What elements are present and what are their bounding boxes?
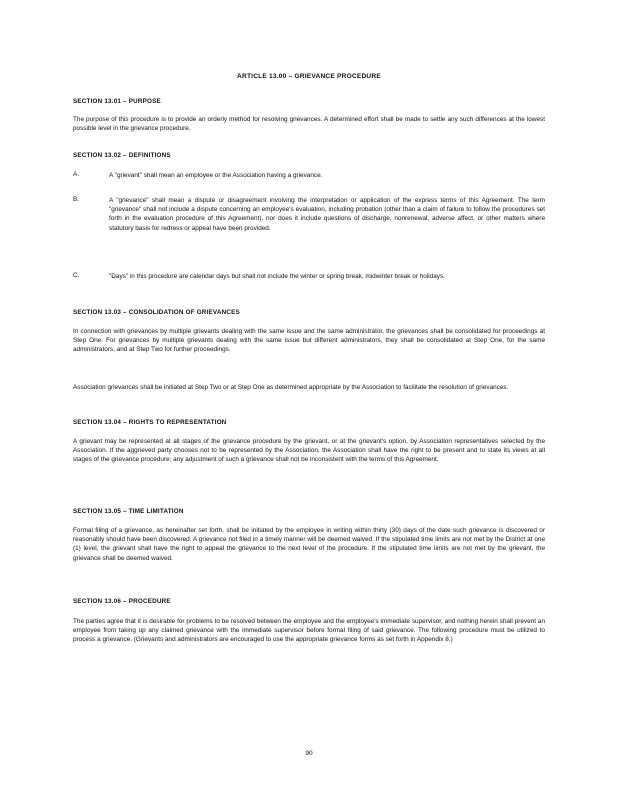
- section-13-06: [73, 598, 545, 605]
- section-heading: SECTION 13.05 – TIME LIMITATION: [73, 508, 184, 515]
- section-13-03-body-2: [73, 383, 545, 392]
- section-heading: SECTION 13.02 – DEFINITIONS: [73, 152, 171, 159]
- item-label: B.: [73, 196, 80, 203]
- section-13-05-body: [73, 526, 545, 563]
- paragraph: In connection with grievances by multiple grievants dealing with the same issue and the same administrator, the grievances shall be consolidated for proceedings at Step One. For grievances by multiple grievants dealing with the same issue but different administrators, they shall be consolidated at Step One, for the same administrators, and at Step Two for further proceedings.: [73, 328, 545, 354]
- definition-item-a: [73, 171, 545, 180]
- paragraph: Association grievances shall be initiated at Step Two or at Step One as determined appropriate by the Association to facilitate the resolution of grievances.: [73, 384, 509, 391]
- section-13-05: [73, 508, 545, 515]
- paragraph: Formal filing of a grievance, as hereinafter set forth, shall be initiated by the employee in writing within thirty (30) days of the date such grievance is discovered or reasonably should have been discovered. A grievance not filed in a timely manner will be deemed waived. If the stipulated time limits are not met by the District at one (1) level, the grievant shall have the right to appeal the grievance to the next level of the procedure. If the stipulated time limits are not met by the grievant, the grievance shall be deemed waived.: [73, 527, 545, 562]
- section-heading: SECTION 13.01 – PURPOSE: [73, 98, 161, 105]
- section-heading: SECTION 13.03 – CONSOLIDATION OF GRIEVANCES: [73, 309, 240, 316]
- section-13-02: [73, 152, 545, 159]
- paragraph: The parties agree that it is desirable for problems to be resolved between the employee and the employee's immediate supervisor, and nothing herein shall prevent an employee from taking up any claimed grievance with the immediate supervisor before formal filing of said grievance. The following procedure must be utilized to process a grievance. (Grievants and administrators are encouraged to use the appropriate grievance forms as set forth in Appendix 8.): [73, 618, 545, 644]
- item-text: A "grievance" shall mean a dispute or disagreement involving the interpretation or application of the express terms of this Agreement. The term "grievance" shall not include a dispute concerning an employee's evaluation, including probation (other than a claim of failure to follow the procedures set forth in the evaluation procedure of this Agreement), nor does it include questions of discharge, nonrenewal, adverse affect, or other matters where statutory basis for redress or appeal have been provided.: [109, 197, 545, 232]
- paragraph: The purpose of this procedure is to provide an orderly method for resolving grievances. A determined effort shall be made to settle any such differences at the lowest possible level in the grievance procedure.: [73, 116, 545, 133]
- page-number: 90: [305, 750, 313, 757]
- section-13-04-body: [73, 437, 545, 465]
- section-13-06-body: [73, 617, 545, 645]
- section-13-01-body: [73, 115, 545, 133]
- definition-item-b: [73, 196, 545, 233]
- section-heading: SECTION 13.06 – PROCEDURE: [73, 598, 171, 605]
- section-13-03-body-1: [73, 327, 545, 355]
- section-13-04: [73, 419, 545, 426]
- article-title: ARTICLE 13.00 – GRIEVANCE PROCEDURE: [237, 73, 381, 80]
- item-label: A.: [73, 171, 80, 178]
- item-text: A "grievant" shall mean an employee or the Association having a grievance.: [109, 172, 323, 179]
- section-13-03: [73, 309, 545, 316]
- definition-item-c: [73, 272, 545, 281]
- section-13-01: [73, 98, 545, 105]
- paragraph: A grievant may be represented at all stages of the grievance procedure by the grievant, or at the grievant's option, by Association representatives selected by the Association. If the aggrieved party chooses not to be represented by the Association, the Association shall have the right to be present and to state its views at all stages of the grievance procedure; any adjustment of such a grievance shall not be inconsistent with the terms of this Agreement.: [73, 438, 545, 464]
- item-label: C.: [73, 272, 80, 279]
- item-text: "Days" in this procedure are calendar days but shall not include the winter or spring break, midwinter break or holidays.: [109, 273, 445, 280]
- section-heading: SECTION 13.04 – RIGHTS TO REPRESENTATION: [73, 419, 227, 426]
